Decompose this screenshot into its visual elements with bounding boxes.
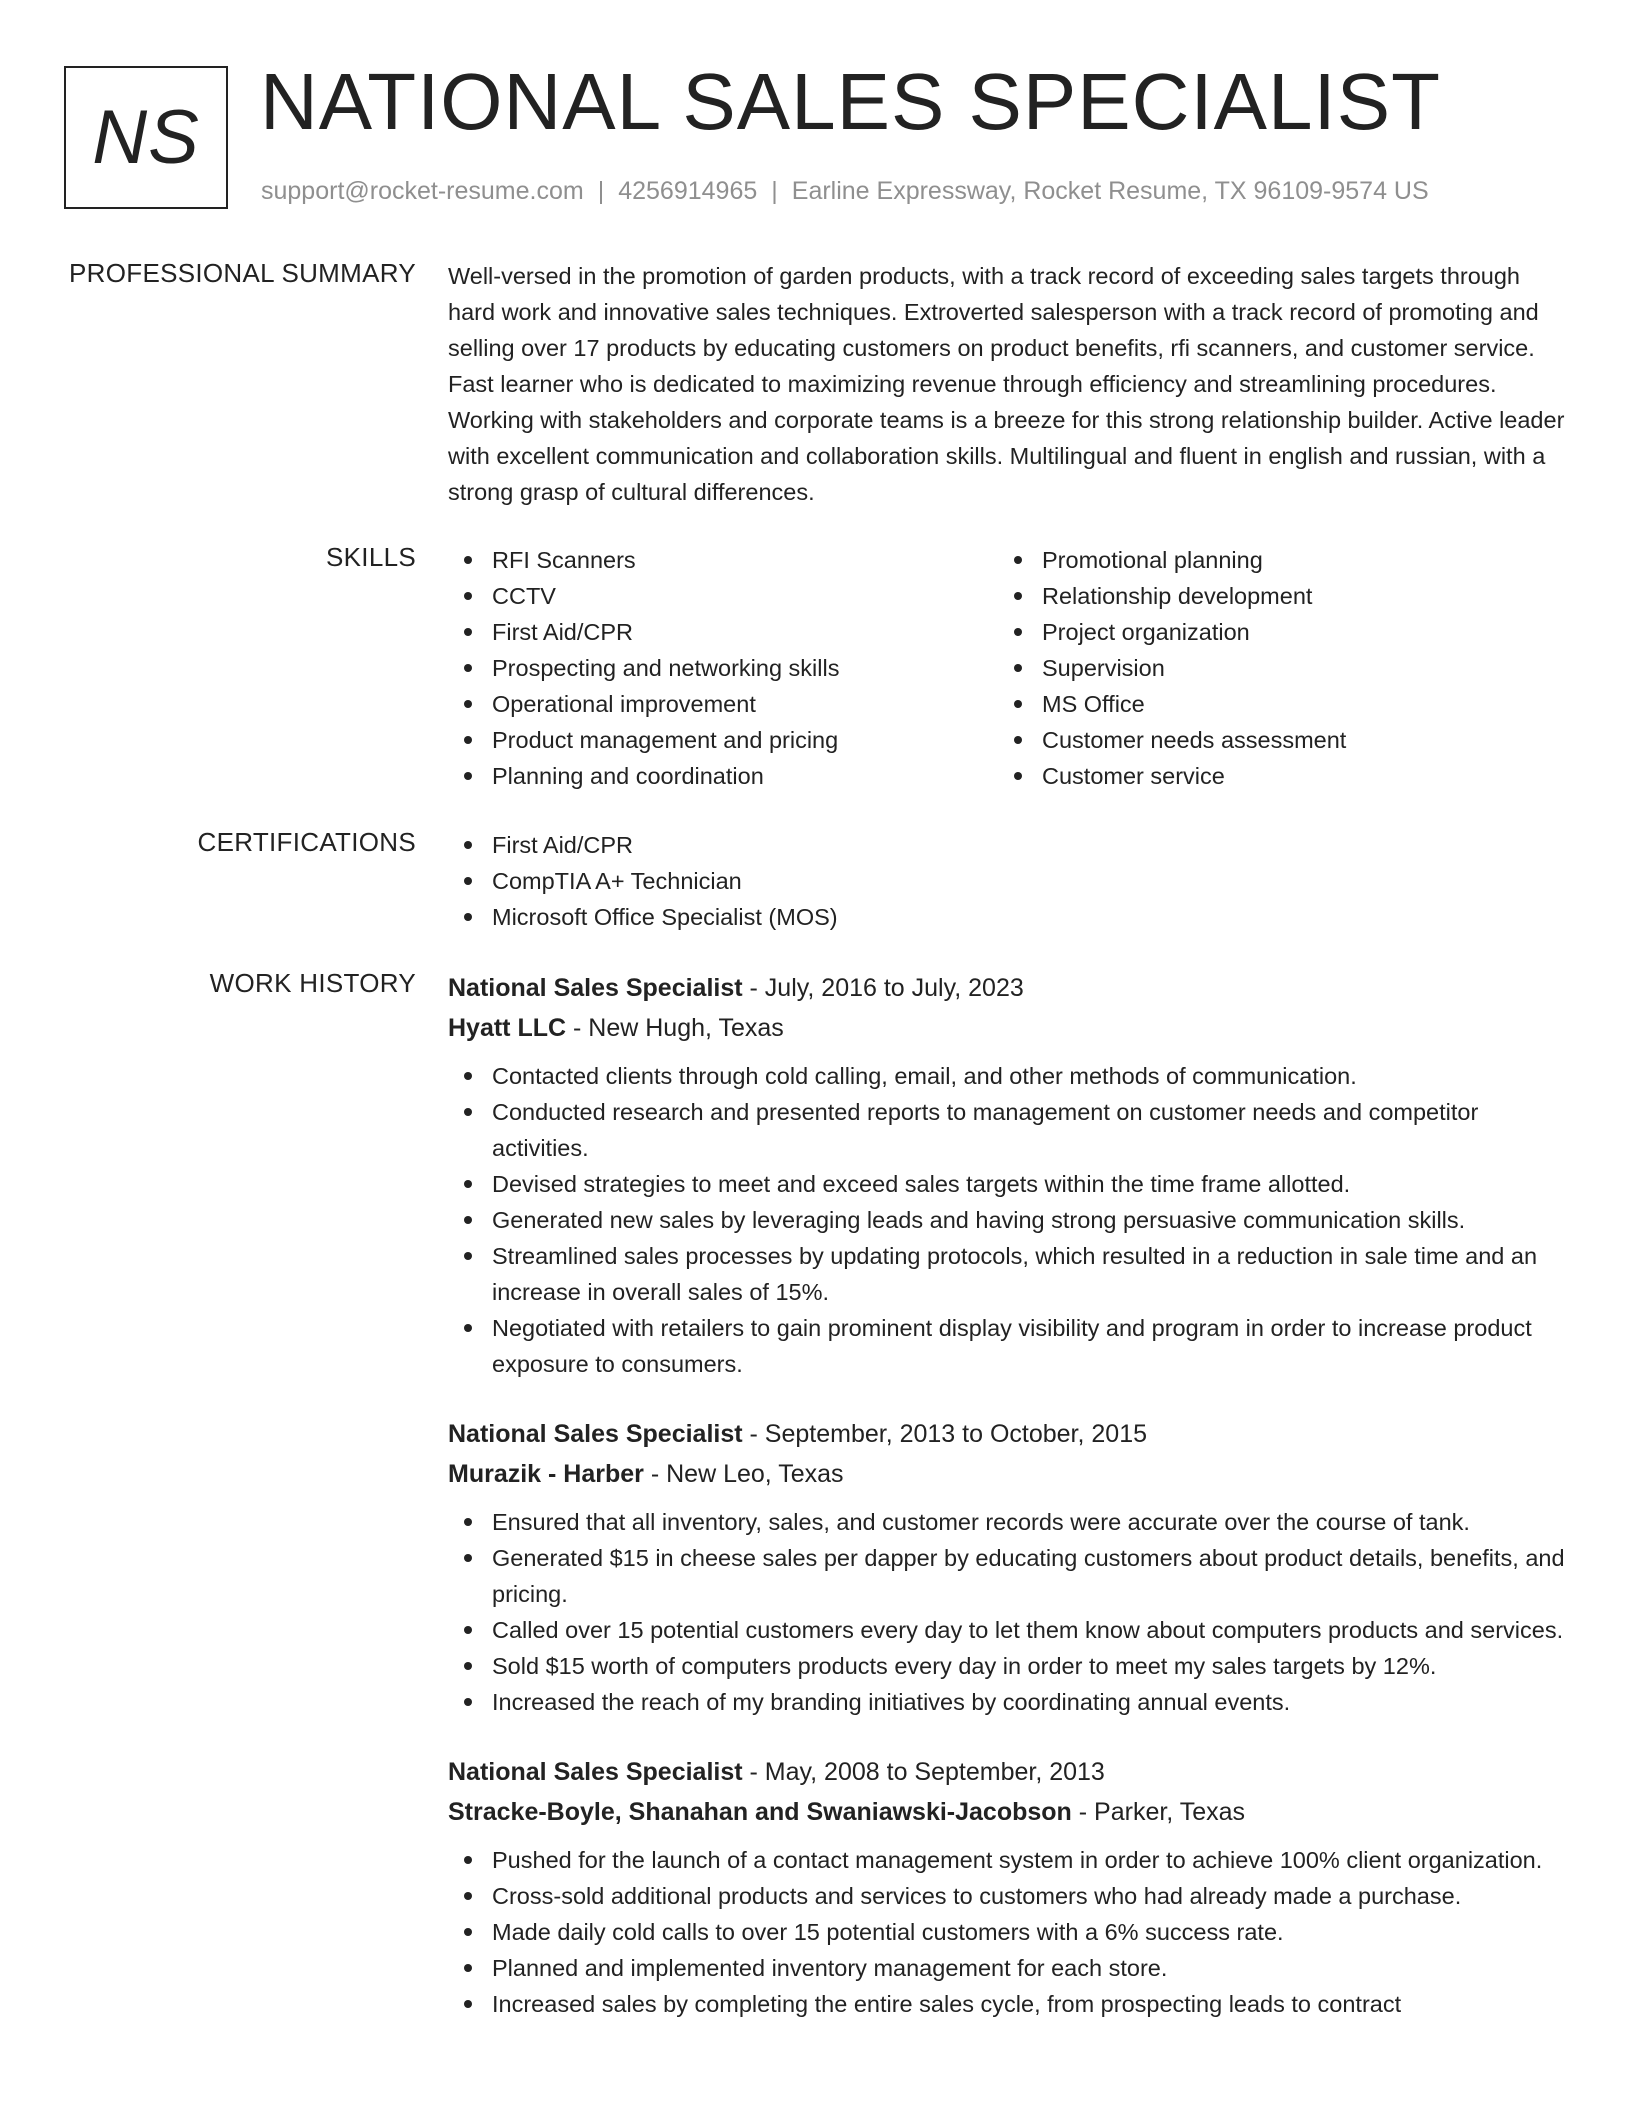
job-bullet: Increased the reach of my branding initiatives by coordinating annual events. <box>448 1684 1568 1720</box>
job-company: Murazik - Harber <box>448 1460 644 1488</box>
job-company-line <box>448 1792 1568 1832</box>
job-role: National Sales Specialist <box>448 1420 743 1448</box>
job-company-line <box>448 1008 1568 1048</box>
skill-item: Customer needs assessment <box>998 722 1548 758</box>
skill-item: Customer service <box>998 758 1548 794</box>
skill-item: First Aid/CPR <box>448 614 998 650</box>
job-company-line <box>448 1454 1568 1494</box>
job-bullet: Generated new sales by leveraging leads and having strong persuasive communication skills. <box>448 1202 1568 1238</box>
contact-address: Earline Expressway, Rocket Resume, TX 96109-9574 US <box>791 177 1429 205</box>
job-title-line <box>448 968 1568 1008</box>
job-dates: - July, 2016 to July, 2023 <box>742 974 1024 1002</box>
job-bullets <box>448 1842 1568 2022</box>
job-bullet: Cross-sold additional products and services to customers who had already made a purchase. <box>448 1878 1568 1914</box>
summary-heading: PROFESSIONAL SUMMARY <box>69 258 416 288</box>
job-dates: - May, 2008 to September, 2013 <box>742 1758 1105 1786</box>
job-bullet: Devised strategies to meet and exceed sales targets within the time frame allotted. <box>448 1166 1568 1202</box>
skill-item: Supervision <box>998 650 1548 686</box>
skill-item: Relationship development <box>998 578 1548 614</box>
job-bullet: Sold $15 worth of computers products every day in order to meet my sales targets by 12%. <box>448 1648 1568 1684</box>
skill-item: Operational improvement <box>448 686 998 722</box>
work-history-body <box>448 968 1568 2054</box>
job-role: National Sales Specialist <box>448 1758 743 1786</box>
skill-item: Planning and coordination <box>448 758 998 794</box>
job-bullet: Planned and implemented inventory management for each store. <box>448 1950 1568 1986</box>
job-bullet: Increased sales by completing the entire sales cycle, from prospecting leads to contract <box>448 1986 1568 2022</box>
skill-item: Promotional planning <box>998 542 1548 578</box>
summary-text: Well-versed in the promotion of garden products, with a track record of exceeding sales targets through hard work and innovative sales techniques. Extroverted salesperson with a track record of promoting and selling over 17 products by educating customers on product benefits, rfi scanners, and customer service. Fast learner who is dedicated to maximizing revenue through efficiency and streamlining procedures. Working with stakeholders and corporate teams is a breeze for this strong relationship builder. Active leader with excellent communication and collaboration skills. Multilingual and fluent in english and russian, with a strong grasp of cultural differences. <box>448 263 1565 505</box>
job-bullet: Contacted clients through cold calling, email, and other methods of communication. <box>448 1058 1568 1094</box>
resume-title: NATIONAL SALES SPECIALIST <box>260 57 1441 146</box>
contact-separator: | <box>771 177 778 205</box>
contact-email: support@rocket-resume.com <box>261 177 584 205</box>
monogram-initials: NS <box>92 95 200 180</box>
job-bullet: Conducted research and presented reports to management on customer needs and competitor activities. <box>448 1094 1568 1166</box>
job-title-line <box>448 1414 1568 1454</box>
skills-list-right <box>998 542 1548 794</box>
job-bullet: Called over 15 potential customers every day to let them know about computers products and services. <box>448 1612 1568 1648</box>
work-history-heading: WORK HISTORY <box>209 968 416 998</box>
job-location: - Parker, Texas <box>1071 1798 1246 1826</box>
job-bullet: Streamlined sales processes by updating protocols, which resulted in a reduction in sale time and an increase in overall sales of 15%. <box>448 1238 1568 1310</box>
job-bullets <box>448 1504 1568 1720</box>
certifications-heading: CERTIFICATIONS <box>197 827 416 857</box>
job-bullet: Generated $15 in cheese sales per dapper by educating customers about product details, benefits, and pricing. <box>448 1540 1568 1612</box>
certification-item: CompTIA A+ Technician <box>448 863 1568 899</box>
job-title-line <box>448 1752 1568 1792</box>
skill-item: MS Office <box>998 686 1548 722</box>
skill-item: Product management and pricing <box>448 722 998 758</box>
job-location: - New Leo, Texas <box>643 1460 844 1488</box>
job-company: Stracke-Boyle, Shanahan and Swaniawski-Jacobson <box>448 1798 1072 1826</box>
job-bullet: Negotiated with retailers to gain prominent display visibility and program in order to increase product exposure to consumers. <box>448 1310 1568 1382</box>
contact-phone: 4256914965 <box>618 177 758 205</box>
contact-separator: | <box>597 177 605 205</box>
job-entry <box>448 1752 1568 2022</box>
job-company: Hyatt LLC <box>448 1014 567 1042</box>
job-bullet: Pushed for the launch of a contact management system in order to achieve 100% client organization. <box>448 1842 1568 1878</box>
certification-item: First Aid/CPR <box>448 827 1568 863</box>
certifications-body <box>448 827 1568 935</box>
skills-heading: SKILLS <box>326 542 416 572</box>
skill-item: Prospecting and networking skills <box>448 650 998 686</box>
job-bullet: Ensured that all inventory, sales, and customer records were accurate over the course of tank. <box>448 1504 1568 1540</box>
job-bullet: Made daily cold calls to over 15 potential customers with a 6% success rate. <box>448 1914 1568 1950</box>
certification-item: Microsoft Office Specialist (MOS) <box>448 899 1568 935</box>
job-entry <box>448 968 1568 1382</box>
job-role: National Sales Specialist <box>448 974 743 1002</box>
job-entry <box>448 1414 1568 1720</box>
skills-columns <box>448 542 1568 794</box>
certifications-list <box>448 827 1568 935</box>
skill-item: RFI Scanners <box>448 542 998 578</box>
monogram-box <box>64 66 228 209</box>
job-bullets <box>448 1058 1568 1382</box>
skill-item: Project organization <box>998 614 1548 650</box>
job-location: - New Hugh, Texas <box>566 1014 784 1042</box>
skills-list-left <box>448 542 998 794</box>
skill-item: CCTV <box>448 578 998 614</box>
contact-line <box>261 177 1429 206</box>
job-dates: - September, 2013 to October, 2015 <box>742 1420 1148 1448</box>
